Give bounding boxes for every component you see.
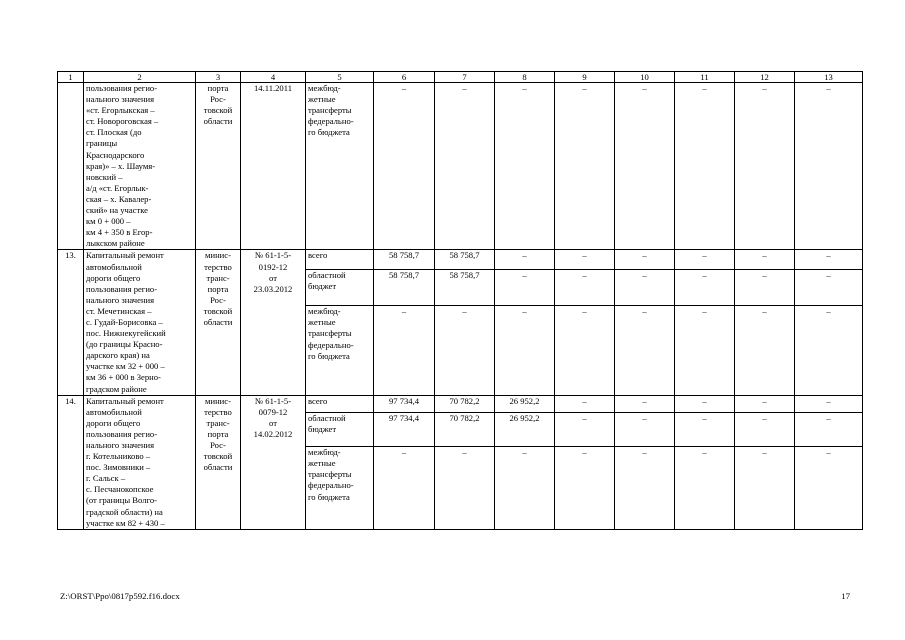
amount-cell: – xyxy=(555,413,615,447)
amount-cell: – xyxy=(735,306,795,395)
amount-cell: – xyxy=(795,250,863,269)
amount-cell: – xyxy=(615,306,675,395)
row-number: 13. xyxy=(58,250,84,395)
amount-cell: – xyxy=(675,447,735,530)
header-cell: 9 xyxy=(555,72,615,83)
amount-cell: – xyxy=(735,250,795,269)
amount-cell: – xyxy=(795,447,863,530)
funding-table xyxy=(57,71,863,530)
amount-cell: – xyxy=(795,306,863,395)
amount-cell: – xyxy=(615,83,675,250)
amount-cell: – xyxy=(735,447,795,530)
amount-cell: – xyxy=(675,413,735,447)
amount-cell: – xyxy=(495,83,555,250)
table-row xyxy=(58,395,863,413)
amount-cell: – xyxy=(495,306,555,395)
amount-cell: 70 782,2 xyxy=(435,413,495,447)
funding-source: всего xyxy=(306,250,374,269)
funding-source: межбюд- жетные трансферты федерально- го бюджета xyxy=(306,83,374,250)
amount-cell: – xyxy=(615,395,675,413)
object-name: пользования регио- нального значения «ст. Егорлыкская – ст. Новороговская – ст. Плоская (до границы Краснодарского края)» – х. Шаумя- новский – а/д «ст. Егорлык- ская – х. Кавалер- ский» на участке км 0 + 000 – км 4 + 350 в Егор- лыкском районе xyxy=(84,83,196,250)
column-number-header xyxy=(58,72,863,83)
amount-cell: – xyxy=(735,83,795,250)
amount-cell: – xyxy=(555,269,615,306)
row-number xyxy=(58,83,84,250)
amount-cell: – xyxy=(374,306,435,395)
expertise-conclusion: 14.11.2011 xyxy=(241,83,306,250)
amount-cell: – xyxy=(795,395,863,413)
funding-source: областной бюджет xyxy=(306,269,374,306)
amount-cell: – xyxy=(555,250,615,269)
funding-source: межбюд- жетные трансферты федерально- го бюджета xyxy=(306,306,374,395)
responsible-org: порта Рос- товской области xyxy=(196,83,241,250)
amount-cell: – xyxy=(735,395,795,413)
amount-cell: – xyxy=(615,447,675,530)
amount-cell: – xyxy=(555,83,615,250)
amount-cell: – xyxy=(615,269,675,306)
responsible-org: минис- терство транс- порта Рос- товской области xyxy=(196,395,241,529)
header-cell: 11 xyxy=(675,72,735,83)
header-cell: 5 xyxy=(306,72,374,83)
amount-cell: – xyxy=(374,447,435,530)
amount-cell: – xyxy=(495,447,555,530)
amount-cell: – xyxy=(555,447,615,530)
header-cell: 13 xyxy=(795,72,863,83)
amount-cell: – xyxy=(675,250,735,269)
expertise-conclusion: № 61-1-5- 0192-12 от 23.03.2012 xyxy=(241,250,306,395)
amount-cell: 58 758,7 xyxy=(435,269,495,306)
header-cell: 1 xyxy=(58,72,84,83)
amount-cell: – xyxy=(435,83,495,250)
amount-cell: – xyxy=(555,306,615,395)
amount-cell: – xyxy=(435,306,495,395)
amount-cell: 58 758,7 xyxy=(374,269,435,306)
amount-cell: – xyxy=(795,83,863,250)
table-row xyxy=(58,250,863,269)
amount-cell: – xyxy=(735,413,795,447)
amount-cell: 97 734,4 xyxy=(374,395,435,413)
responsible-org: минис- терство транс- порта Рос- товской области xyxy=(196,250,241,395)
expertise-conclusion: № 61-1-5- 0079-12 от 14.02.2012 xyxy=(241,395,306,529)
row-number: 14. xyxy=(58,395,84,529)
header-cell: 10 xyxy=(615,72,675,83)
amount-cell: – xyxy=(795,413,863,447)
header-cell: 4 xyxy=(241,72,306,83)
funding-source: межбюд- жетные трансферты федерально- го бюджета xyxy=(306,447,374,530)
funding-source: всего xyxy=(306,395,374,413)
header-cell: 12 xyxy=(735,72,795,83)
object-name: Капитальный ремонт автомобильной дороги общего пользования регио- нального значения ст. Мечетинская – с. Гудай-Борисовка – пос. Нижнекугейский (до границы Красно- дарского края) на участке км 32 + 000 – км 36 + 000 в Зерно- градском районе xyxy=(84,250,196,395)
amount-cell: 97 734,4 xyxy=(374,413,435,447)
amount-cell: – xyxy=(374,83,435,250)
amount-cell: – xyxy=(675,269,735,306)
amount-cell: – xyxy=(495,269,555,306)
table-body xyxy=(58,83,863,530)
amount-cell: – xyxy=(735,269,795,306)
amount-cell: – xyxy=(615,413,675,447)
table-row xyxy=(58,83,863,250)
page-number: 17 xyxy=(841,591,850,601)
amount-cell: 26 952,2 xyxy=(495,413,555,447)
object-name: Капитальный ремонт автомобильной дороги общего пользования регио- нального значения г. Котельниково – пос. Зимовники – г. Сальск – с. Песчанокопское (от границы Волго- градской области) на участке км 82 + 430 – xyxy=(84,395,196,529)
amount-cell: 70 782,2 xyxy=(435,395,495,413)
header-cell: 3 xyxy=(196,72,241,83)
header-cell: 7 xyxy=(435,72,495,83)
header-cell: 2 xyxy=(84,72,196,83)
footer-file-path: Z:\ORST\Ppo\0817p592.f16.docx xyxy=(60,591,180,601)
funding-source: областной бюджет xyxy=(306,413,374,447)
amount-cell: – xyxy=(675,306,735,395)
amount-cell: – xyxy=(495,250,555,269)
amount-cell: – xyxy=(795,269,863,306)
header-cell: 8 xyxy=(495,72,555,83)
amount-cell: 26 952,2 xyxy=(495,395,555,413)
amount-cell: – xyxy=(675,395,735,413)
amount-cell: – xyxy=(555,395,615,413)
amount-cell: 58 758,7 xyxy=(435,250,495,269)
amount-cell: – xyxy=(435,447,495,530)
header-cell: 6 xyxy=(374,72,435,83)
amount-cell: 58 758,7 xyxy=(374,250,435,269)
amount-cell: – xyxy=(675,83,735,250)
amount-cell: – xyxy=(615,250,675,269)
